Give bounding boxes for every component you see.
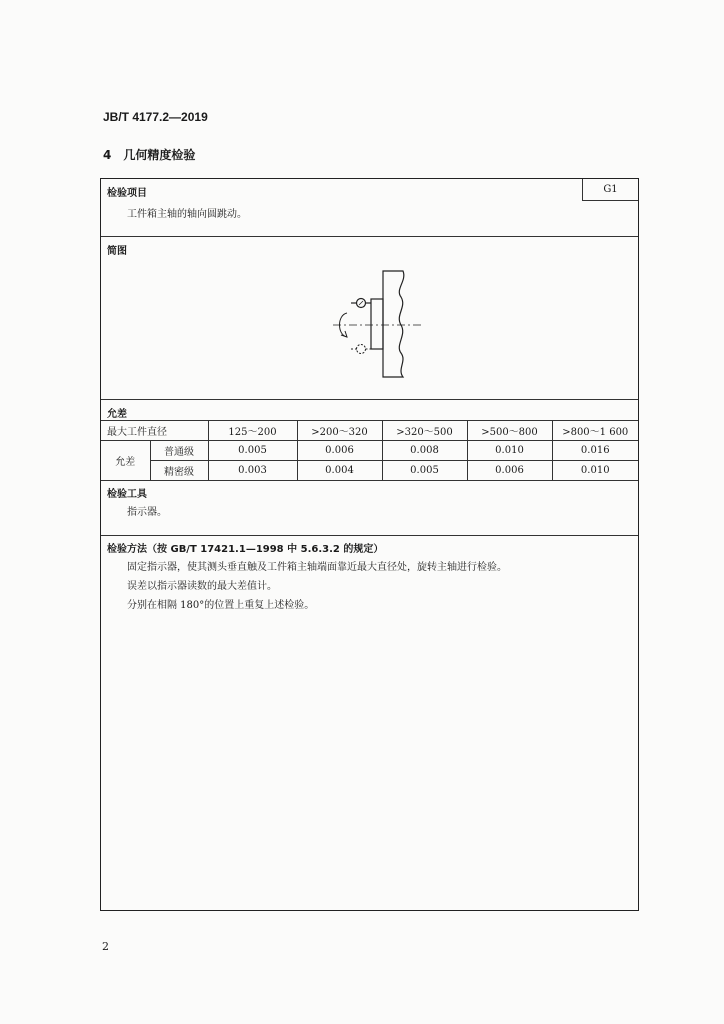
indicator-needle [359,301,363,305]
range-cell: 125～200 [208,421,297,441]
range-cell: >320～500 [382,421,467,441]
divider [101,535,638,536]
range-cell: >500～800 [467,421,552,441]
document-code: JB/T 4177.2—2019 [103,110,208,124]
table-row [101,421,638,441]
item-description: 工件箱主轴的轴向圆跳动。 [127,209,247,220]
page-number: 2 [102,940,109,953]
section-number: 4 [103,148,112,162]
spindle-body [371,299,383,349]
indicator-dial-alt-icon [357,345,366,354]
max-diameter-label: 最大工件直径 [101,421,208,441]
value-cell: 0.008 [382,441,467,461]
section-title [103,146,195,163]
divider [101,399,638,400]
section-heading: 几何精度检验 [123,148,196,162]
grade-label: 精密级 [150,461,208,481]
item-label: 检验项目 [107,188,147,199]
range-cell: >200～320 [297,421,382,441]
value-cell: 0.003 [208,461,297,481]
grade-label: 普通级 [150,441,208,461]
tool-text: 指示器。 [127,507,167,518]
value-cell: 0.006 [297,441,382,461]
tolerance-table [101,420,638,481]
value-cell: 0.016 [552,441,638,461]
method-line: 固定指示器，使其测头垂直触及工件箱主轴端面靠近最大直径处，旋转主轴进行检验。 [127,562,507,573]
item-code: G1 [582,179,638,201]
tool-label: 检验工具 [107,489,147,500]
tolerance-group-label: 允差 [101,441,150,481]
inspection-form [100,178,639,911]
table-row [101,441,638,461]
value-cell: 0.004 [297,461,382,481]
divider [101,236,638,237]
diagram-label: 简图 [107,246,127,257]
method-line: 误差以指示器读数的最大差值计。 [127,581,277,592]
method-label: 检验方法（按 GB/T 17421.1—1998 中 5.6.3.2 的规定） [107,544,384,555]
value-cell: 0.006 [467,461,552,481]
value-cell: 0.005 [208,441,297,461]
tolerance-label: 允差 [107,409,127,420]
method-line: 分别在相隔 180°的位置上重复上述检验。 [127,600,315,611]
inspection-sketch [333,269,423,379]
value-cell: 0.010 [467,441,552,461]
range-cell: >800～1 600 [552,421,638,441]
value-cell: 0.005 [382,461,467,481]
flange-shape [383,271,404,377]
table-row [101,461,638,481]
value-cell: 0.010 [552,461,638,481]
